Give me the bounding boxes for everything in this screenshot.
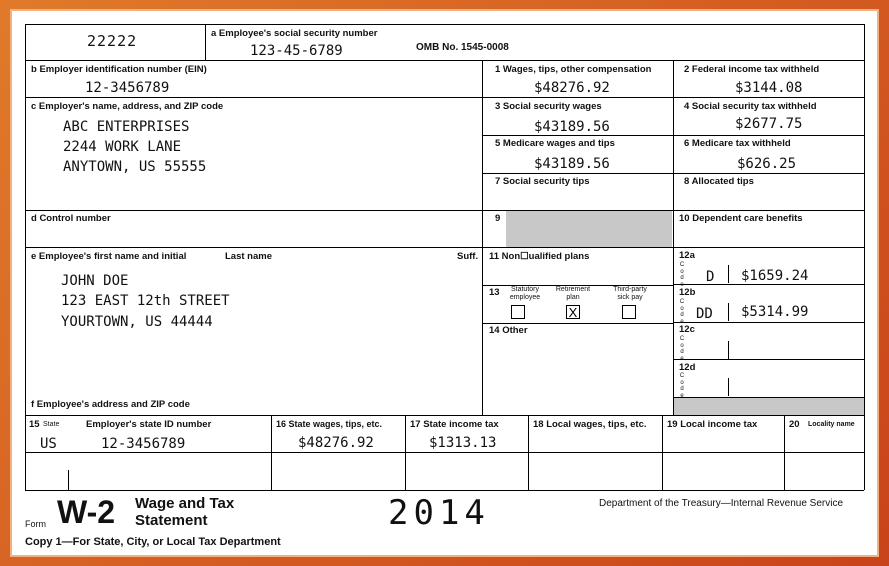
employee-street[interactable]: 123 EAST 12th STREET — [61, 293, 230, 309]
state-value[interactable]: US — [40, 436, 57, 452]
box12b-code-label: C o d e — [679, 299, 685, 325]
box20-label: 20 — [789, 419, 800, 430]
box3-label: 3 Social security wages — [495, 101, 602, 112]
ssn-label: a Employee's social security number — [211, 28, 378, 39]
tax-year: 2014 — [388, 493, 490, 533]
box6-label: 6 Medicare tax withheld — [684, 138, 791, 149]
copy-label: Copy 1—For State, City, or Local Tax Department — [25, 536, 281, 548]
employer-label: c Employer's name, address, and ZIP code — [31, 101, 224, 112]
employer-street[interactable]: 2244 WORK LANE — [63, 139, 182, 155]
control-code: 22222 — [87, 32, 138, 50]
form-title-line2: Statement — [135, 512, 208, 529]
statutory-employee-label: Statutory employee — [509, 286, 541, 301]
box12c-label: 12c — [679, 324, 695, 335]
box12a-code-label: C o d e — [679, 262, 685, 288]
omb-number: OMB No. 1545-0008 — [416, 42, 509, 53]
employee-name[interactable]: JOHN DOE — [61, 273, 129, 289]
department-label: Department of the Treasury—Internal Revenue Service — [599, 498, 844, 509]
box3-value[interactable]: $43189.56 — [534, 119, 610, 135]
box2-value[interactable]: $3144.08 — [735, 80, 803, 96]
last-name-label: Last name — [225, 251, 272, 262]
box12a-label: 12a — [679, 250, 695, 261]
box8-label: 8 Allocated tips — [684, 176, 754, 187]
third-party-sick-pay-checkbox[interactable] — [622, 305, 636, 319]
form-title-line1: Wage and Tax — [135, 495, 235, 512]
box13-label: 13 — [489, 287, 500, 298]
box12a-code[interactable]: D — [706, 269, 715, 285]
box9-shaded — [506, 211, 672, 247]
box12a-amount[interactable]: $1659.24 — [741, 268, 809, 284]
box4-label: 4 Social security tax withheld — [684, 101, 817, 112]
employer-city[interactable]: ANYTOWN, US 55555 — [63, 159, 207, 175]
box12d-label: 12d — [679, 362, 696, 373]
ein-label: b Employer identification number (EIN) — [31, 64, 207, 75]
suffix-label: Suff. — [457, 251, 479, 262]
box1-value[interactable]: $48276.92 — [534, 80, 610, 96]
ein-value[interactable]: 12-3456789 — [85, 80, 170, 96]
box12d-code-label: C o d e — [679, 373, 685, 399]
box18-label: 18 Local wages, tips, etc. — [533, 419, 647, 430]
locality-label: Locality name — [808, 421, 855, 428]
third-party-sick-pay-label: Third-party sick pay — [613, 286, 647, 301]
state-id-label: Employer's state ID number — [86, 419, 212, 430]
box15-label: 15 — [29, 419, 40, 430]
state-label: State — [43, 421, 60, 428]
statutory-employee-checkbox[interactable] — [511, 305, 525, 319]
employer-name[interactable]: ABC ENTERPRISES — [63, 119, 190, 135]
retirement-plan-checkbox[interactable]: X — [566, 305, 580, 319]
box7-label: 7 Social security tips — [495, 176, 590, 187]
box16-value[interactable]: $48276.92 — [298, 435, 374, 451]
w2-form — [12, 11, 877, 555]
box12b-code[interactable]: DD — [696, 306, 713, 322]
box11-label: 11 Non☐ualified plans — [489, 251, 590, 262]
box12b-label: 12b — [679, 287, 696, 298]
employee-address-label: f Employee's address and ZIP code — [31, 399, 190, 410]
box1-label: 1 Wages, tips, other compensation — [495, 64, 652, 75]
box12b-amount[interactable]: $5314.99 — [741, 304, 809, 320]
box5-value[interactable]: $43189.56 — [534, 156, 610, 172]
box4-value[interactable]: $2677.75 — [735, 116, 803, 132]
form-name: W-2 — [57, 494, 116, 530]
box14-label: 14 Other — [489, 325, 528, 336]
employee-city[interactable]: YOURTOWN, US 44444 — [61, 314, 213, 330]
box17-value[interactable]: $1313.13 — [429, 435, 497, 451]
box10-label: 10 Dependent care benefits — [679, 213, 803, 224]
retirement-plan-label: Retirement plan — [555, 286, 591, 301]
ssn-value[interactable]: 123-45-6789 — [250, 43, 343, 59]
box19-label: 19 Local income tax — [667, 419, 758, 430]
form-word: Form — [25, 519, 46, 529]
state-id-value[interactable]: 12-3456789 — [101, 436, 186, 452]
box9-label: 9 — [495, 213, 501, 224]
box16-label: 16 State wages, tips, etc. — [276, 419, 383, 429]
employee-name-label: e Employee's first name and initial — [31, 251, 187, 262]
box5-label: 5 Medicare wages and tips — [495, 138, 615, 149]
box17-label: 17 State income tax — [410, 419, 499, 430]
box12c-code-label: C o d e — [679, 336, 685, 362]
box2-label: 2 Federal income tax withheld — [684, 64, 820, 75]
box6-value[interactable]: $626.25 — [737, 156, 797, 172]
control-number-label: d Control number — [31, 213, 111, 224]
box12-shaded — [673, 397, 864, 415]
